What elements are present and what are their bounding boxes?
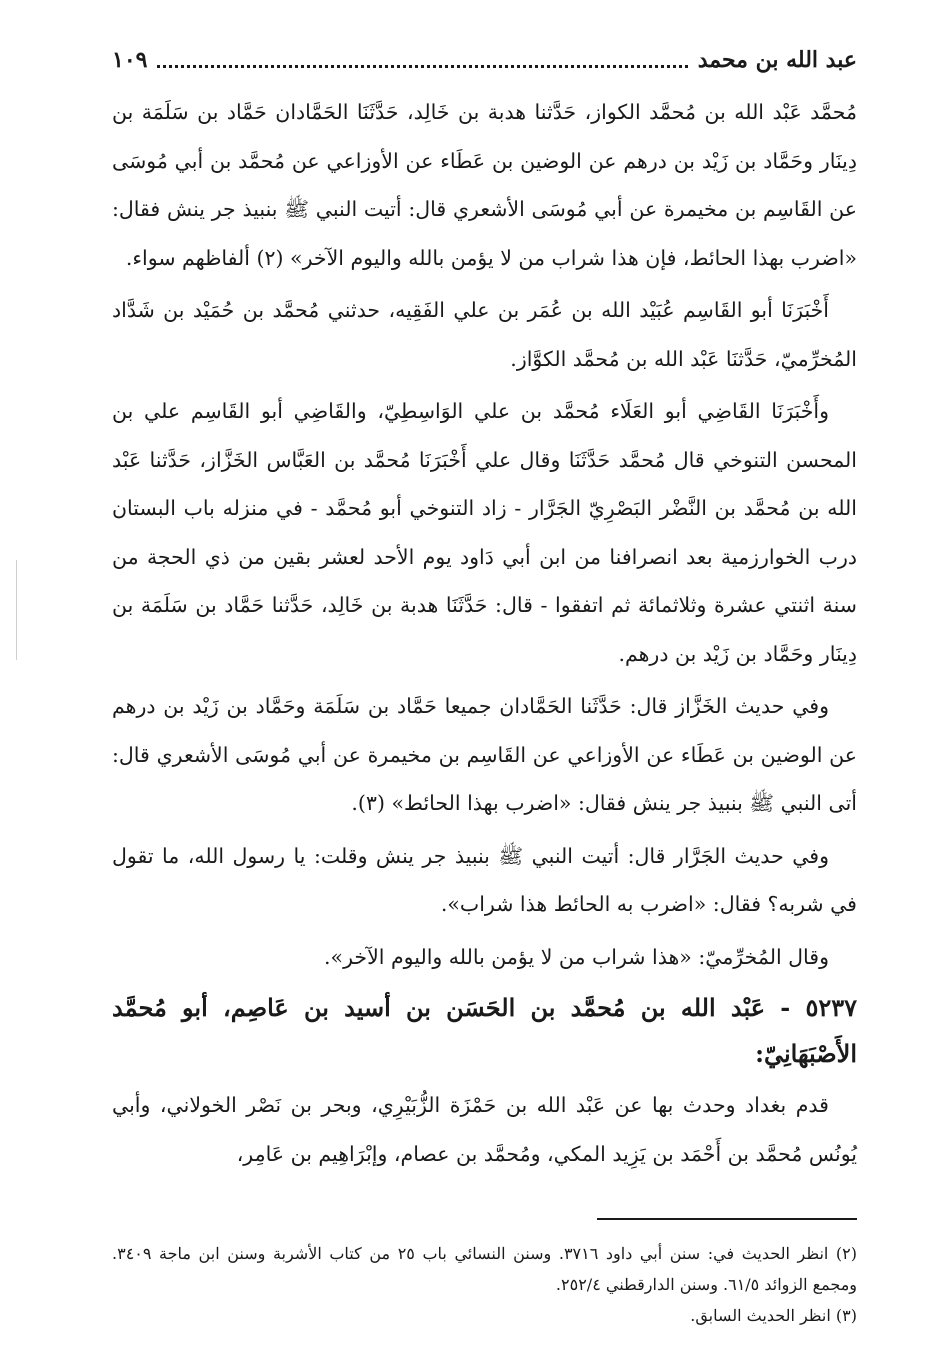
footnotes [112,1238,857,1331]
paragraph-5: وفي حديث الجَرَّار قال: أتيت النبي ﷺ بنبيذ جر ينش وقلت: يا رسول الله، ما تقول في شربه؟ فقال: «اضرب به الحائط هذا شراب». [112,843,857,916]
entry-paragraph: قدم بغداد وحدث بها عن عَبْد الله بن حَمْزَة الزُّبَيْرِي، وبحر بن نَصْر الخولاني، وأبي يُونُس مُحمَّد بن أَحْمَد بن يَزِيد المكي، ومُحمَّد بن عصام، وإبْرَاهِيم بن عَامِر، [112,1093,857,1166]
paragraph-6: وقال المُخرِّميّ: «هذا شراب من لا يؤمن بالله واليوم الآخر». [324,944,829,969]
main-text [112,88,857,1182]
entry-heading: ٥٢٣٧ - عَبْد الله بن مُحمَّد بن الحَسَن بن أسيد بن عَاصِم، أبو مُحمَّد الأَصْبَهَانِيّ: [112,993,857,1068]
header-leader-dots [157,53,687,68]
paragraph-3: وأَخْبَرَنَا القَاضِي أبو العَلَاء مُحمَّد بن علي الوَاسِطِيّ، والقَاضِي أبو القَاسِم علي بن المحسن التنوخي قال مُحمَّد حَدَّثَنَا وقال علي أَخْبَرَنَا مُحمَّد بن العَبَّاس الخَزَّاز، حَدَّثنا عَبْد الله بن مُحمَّد بن النَّضْر البَصْرِيّ الجَرَّار - زاد التنوخي أبو مُحمَّد - في منزله باب البستان درب الخوارزمية بعد انصرافنا من ابن أبي دَاود يوم الأحد لعشر بقين من ذي الحجة من سنة اثنتي عشرة وثلاثمائة ثم اتفقوا - قال: حَدَّثَنَا هدبة بن خَالِد، حَدَّثنا حَمَّاد بن سَلَمَة بن دِينَار وحَمَّاد بن زَيْد بن درهم. [112,399,857,666]
paragraph-4: وفي حديث الخَزَّاز قال: حَدَّثَنا الحَمَّادان جميعا حَمَّاد بن سَلَمَة وحَمَّاد بن زَيْد بن درهم عن الوضين بن عَطَاء عن الأوزاعي عن القَاسِم بن مخيمرة عن أبي مُوسَى الأشعري قال: أتى النبي ﷺ بنبيذ جر ينش فقال: «اضرب بهذا الحائط» (٣). [112,694,857,815]
footnote-2: (٢) انظر الحديث في: سنن أبي داود ٣٧١٦. وسنن النسائي باب ٢٥ من كتاب الأشربة وسنن ابن ماجة ٣٤٠٩. ومجمع الزوائد ٦١/٥. وسنن الدارقطني ٢٥٢/٤. [112,1244,858,1294]
footnote-divider [597,1218,857,1220]
running-header [112,40,857,80]
footnote-3: (٣) انظر الحديث السابق. [690,1306,857,1325]
page-number: ١٠٩ [112,47,148,73]
paragraph-2: أَخْبَرَنَا أبو القَاسِم عُبَيْد الله بن عُمَر بن علي الفَقِيه، حدثني مُحمَّد بن حُمَيْد بن شَدَّاد المُخرِّميّ، حَدَّثنَا عَبْد الله بن مُحمَّد الكوَّاز. [112,298,857,371]
paragraph-1: مُحمَّد عَبْد الله بن مُحمَّد الكواز، حَدَّثنا هدبة بن خَالِد، حَدَّثَنَا الحَمَّادان حَمَّاد بن سَلَمَة بن دِينَار وحَمَّاد بن زَيْد بن درهم عن الوضين بن عَطَاء عن الأوزاعي عن مُحمَّد بن أبي مُوسَى عن القَاسِم بن مخيمرة عن أبي مُوسَى الأشعري قال: أتيت النبي ﷺ بنبيذ جر ينش فقال: «اضرب بهذا الحائط، فإن هذا شراب من لا يؤمن بالله واليوم الآخر» (٢) ألفاظهم سواء. [112,100,857,270]
scan-margin-mark [16,560,17,660]
header-title: عبد الله بن محمد [697,47,857,73]
